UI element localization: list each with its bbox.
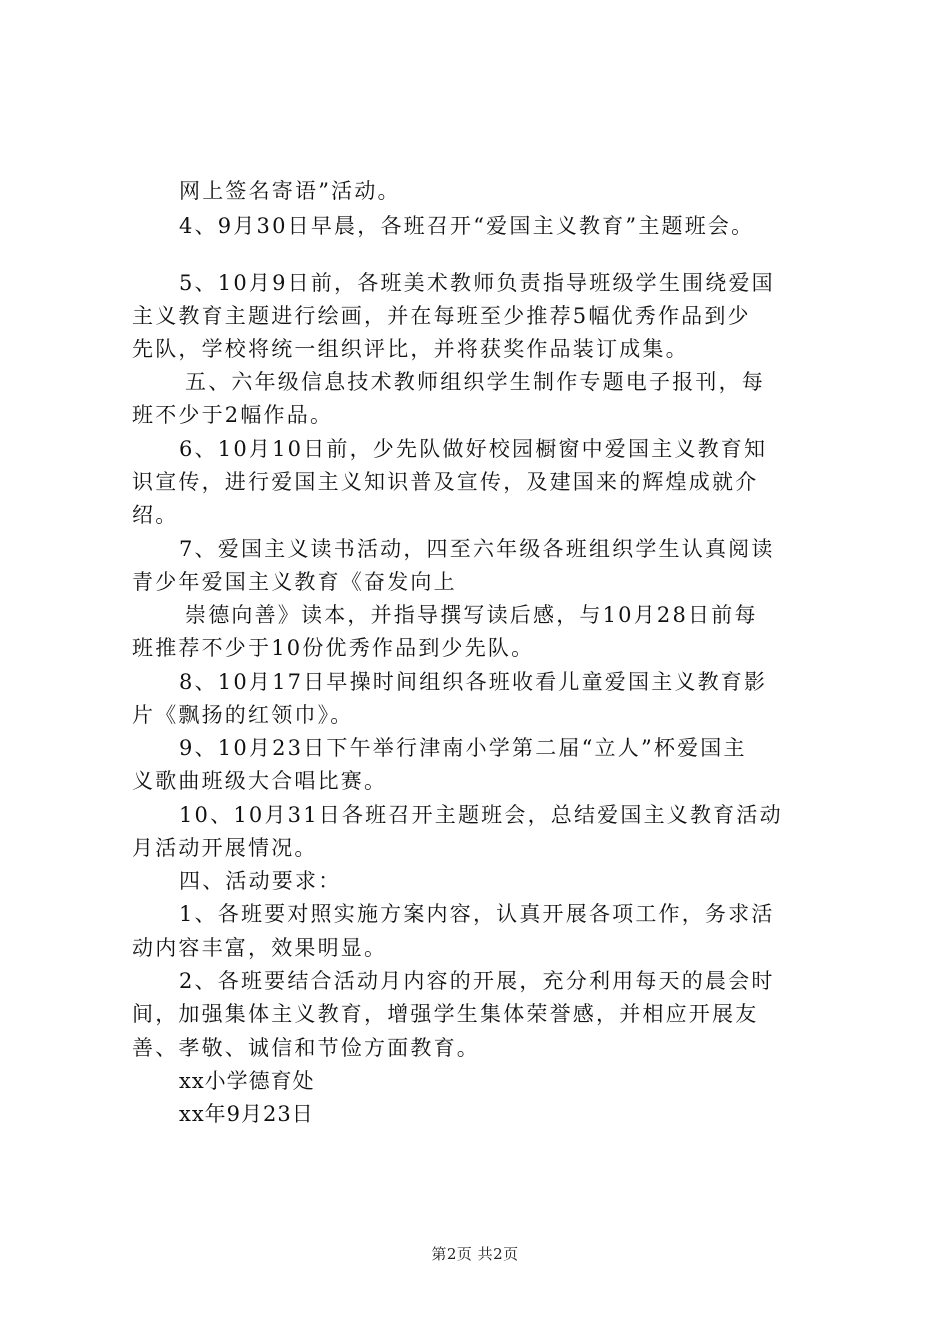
text-line: 6、10月10日前，少先队做好校园橱窗中爱国主义教育知 [179,437,768,461]
text-line: 月活动开展情况。 [132,836,318,860]
text-line: 1、各班要对照实施方案内容，认真开展各项工作，务求活 [179,902,775,926]
text-line: 间，加强集体主义教育，增强学生集体荣誉感，并相应开展友 [132,1002,759,1026]
signature-organization: xx小学德育处 [179,1069,315,1093]
text-line: 识宣传，进行爱国主义知识普及宣传，及建国来的辉煌成就介 [132,470,759,494]
text-line: 7、爱国主义读书活动，四至六年级各班组织学生认真阅读 [179,537,775,561]
text-line: 5、10月9日前，各班美术教师负责指导班级学生围绕爱国 [179,271,775,295]
text-line: 义歌曲班级大合唱比赛。 [132,769,388,793]
text-line: 4、9月30日早晨，各班召开“爱国主义教育”主题班会。 [179,214,755,238]
text-line: 先队，学校将统一组织评比，并将获奖作品装订成集。 [132,337,689,361]
text-line: 崇德向善》读本，并指导撰写读后感，与10月28日前每 [185,603,758,627]
section-heading: 四、活动要求： [179,869,342,893]
text-line: 绍。 [132,503,179,527]
text-line: 2、各班要结合活动月内容的开展，充分利用每天的晨会时 [179,969,775,993]
text-line: 9、10月23日下午举行津南小学第二届“立人”杯爱国主 [179,736,747,760]
text-line: 班推荐不少于10份优秀作品到少先队。 [132,636,535,660]
text-line: 8、10月17日早操时间组织各班收看儿童爱国主义教育影 [179,670,768,694]
text-line: 五、六年级信息技术教师组织学生制作专题电子报刊，每 [185,370,765,394]
text-line: 动内容丰富，效果明显。 [132,936,388,960]
text-line: 网上签名寄语”活动。 [179,179,401,203]
text-line: 善、孝敬、诚信和节俭方面教育。 [132,1036,480,1060]
text-line: 主义教育主题进行绘画，并在每班至少推荐5幅优秀作品到少 [132,304,751,328]
page-number-footer: 第2页 共2页 [431,1245,519,1263]
text-line: 青少年爱国主义教育《奋发向上 [132,570,457,594]
text-line: 班不少于2幅作品。 [132,403,334,427]
signature-date: xx年9月23日 [179,1102,314,1126]
text-line: 片《飘扬的红领巾》。 [132,703,354,727]
text-line: 10、10月31日各班召开主题班会，总结爱国主义教育活动 [179,803,783,827]
